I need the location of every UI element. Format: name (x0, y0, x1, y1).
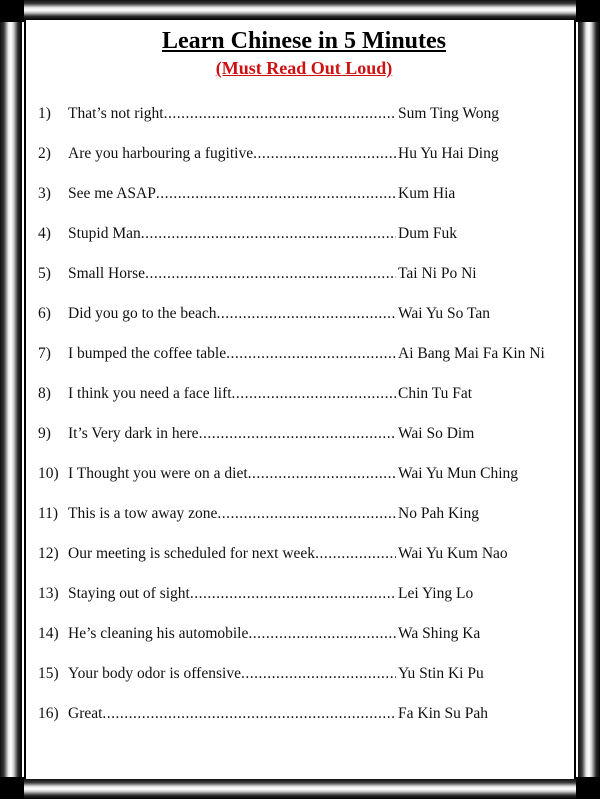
dot-leader (156, 185, 396, 203)
item-answer: Lei Ying Lo (398, 585, 474, 602)
item-answer: Kum Hia (398, 185, 456, 202)
list-item (38, 385, 570, 425)
corner-top-left (0, 0, 24, 22)
item-answer: Fa Kin Su Pah (398, 705, 488, 722)
item-answer: Sum Ting Wong (398, 105, 499, 122)
item-number: 1) (38, 105, 51, 122)
item-phrase: This is a tow away zone (68, 505, 218, 522)
item-answer: Wai So Dim (398, 425, 475, 442)
item-answer: Chin Tu Fat (398, 385, 473, 402)
item-number: 2) (38, 145, 51, 162)
list-item (38, 185, 570, 225)
item-number: 10) (38, 465, 59, 482)
item-phrase: See me ASAP (68, 185, 156, 202)
corner-top-right (576, 0, 600, 22)
dot-leader (241, 665, 396, 683)
list-item (38, 545, 570, 585)
list-item (38, 425, 570, 465)
item-number: 13) (38, 585, 59, 602)
list-item (38, 225, 570, 265)
item-answer: No Pah King (398, 505, 479, 522)
item-number: 4) (38, 225, 51, 242)
item-answer: Yu Stin Ki Pu (398, 665, 484, 682)
list-item (38, 305, 570, 345)
dot-leader (102, 705, 396, 723)
item-answer: Wai Yu So Tan (398, 305, 490, 322)
dot-leader (226, 345, 396, 363)
dot-leader (253, 145, 396, 163)
item-phrase: He’s cleaning his automobile (68, 625, 249, 642)
right-border (578, 0, 600, 799)
item-answer: Dum Fuk (398, 225, 457, 242)
item-number: 11) (38, 505, 59, 522)
dot-leader (248, 625, 396, 643)
item-phrase: Our meeting is scheduled for next week (68, 545, 316, 562)
list-item (38, 265, 570, 305)
item-answer: Hu Yu Hai Ding (398, 145, 499, 162)
list-item (38, 465, 570, 505)
item-number: 6) (38, 305, 51, 322)
dot-leader (190, 585, 396, 603)
dot-leader (217, 505, 396, 523)
list-item (38, 705, 570, 745)
item-number: 16) (38, 705, 59, 722)
item-number: 9) (38, 425, 51, 442)
dot-leader (232, 385, 396, 403)
page-title: Learn Chinese in 5 Minutes (161, 28, 446, 54)
dot-leader (199, 425, 396, 443)
corner-bottom-left (0, 777, 24, 799)
item-number: 12) (38, 545, 59, 562)
item-phrase: Small Horse (68, 265, 146, 282)
item-phrase: Great (68, 705, 103, 722)
item-answer: Wai Yu Mun Ching (398, 465, 519, 482)
phrase-list (38, 105, 570, 745)
item-phrase: Are you harbouring a fugitive (68, 145, 254, 162)
item-phrase: It’s Very dark in here (68, 425, 199, 442)
list-item (38, 625, 570, 665)
list-item (38, 345, 570, 385)
dot-leader (164, 105, 396, 123)
item-phrase: I bumped the coffee table (68, 345, 227, 362)
list-item (38, 585, 570, 625)
dot-leader (145, 265, 396, 283)
item-phrase: That’s not right (68, 105, 164, 122)
item-answer: Wai Yu Kum Nao (398, 545, 508, 562)
dot-leader (315, 545, 396, 563)
item-phrase: Stupid Man (68, 225, 141, 242)
item-phrase: Staying out of sight (68, 585, 190, 602)
item-phrase: I Thought you were on a diet (68, 465, 248, 482)
list-item (38, 665, 570, 705)
list-item (38, 505, 570, 545)
item-number: 3) (38, 185, 51, 202)
item-phrase: I think you need a face lift (68, 385, 232, 402)
item-answer: Wa Shing Ka (398, 625, 481, 642)
list-item (38, 145, 570, 185)
item-number: 14) (38, 625, 59, 642)
dot-leader (217, 305, 396, 323)
item-number: 8) (38, 385, 51, 402)
corner-bottom-right (576, 777, 600, 799)
list-item (38, 105, 570, 145)
dot-leader (248, 465, 396, 483)
left-border (0, 0, 22, 799)
page-subtitle: (Must Read Out Loud) (215, 58, 393, 78)
item-number: 15) (38, 665, 59, 682)
top-border (0, 0, 600, 20)
item-answer: Tai Ni Po Ni (398, 265, 477, 282)
item-phrase: Your body odor is offensive (68, 665, 241, 682)
item-phrase: Did you go to the beach (68, 305, 217, 322)
item-number: 5) (38, 265, 51, 282)
dot-leader (141, 225, 396, 243)
item-number: 7) (38, 345, 51, 362)
bottom-border (0, 779, 600, 799)
document-content (38, 26, 570, 769)
item-answer: Ai Bang Mai Fa Kin Ni (398, 345, 545, 362)
